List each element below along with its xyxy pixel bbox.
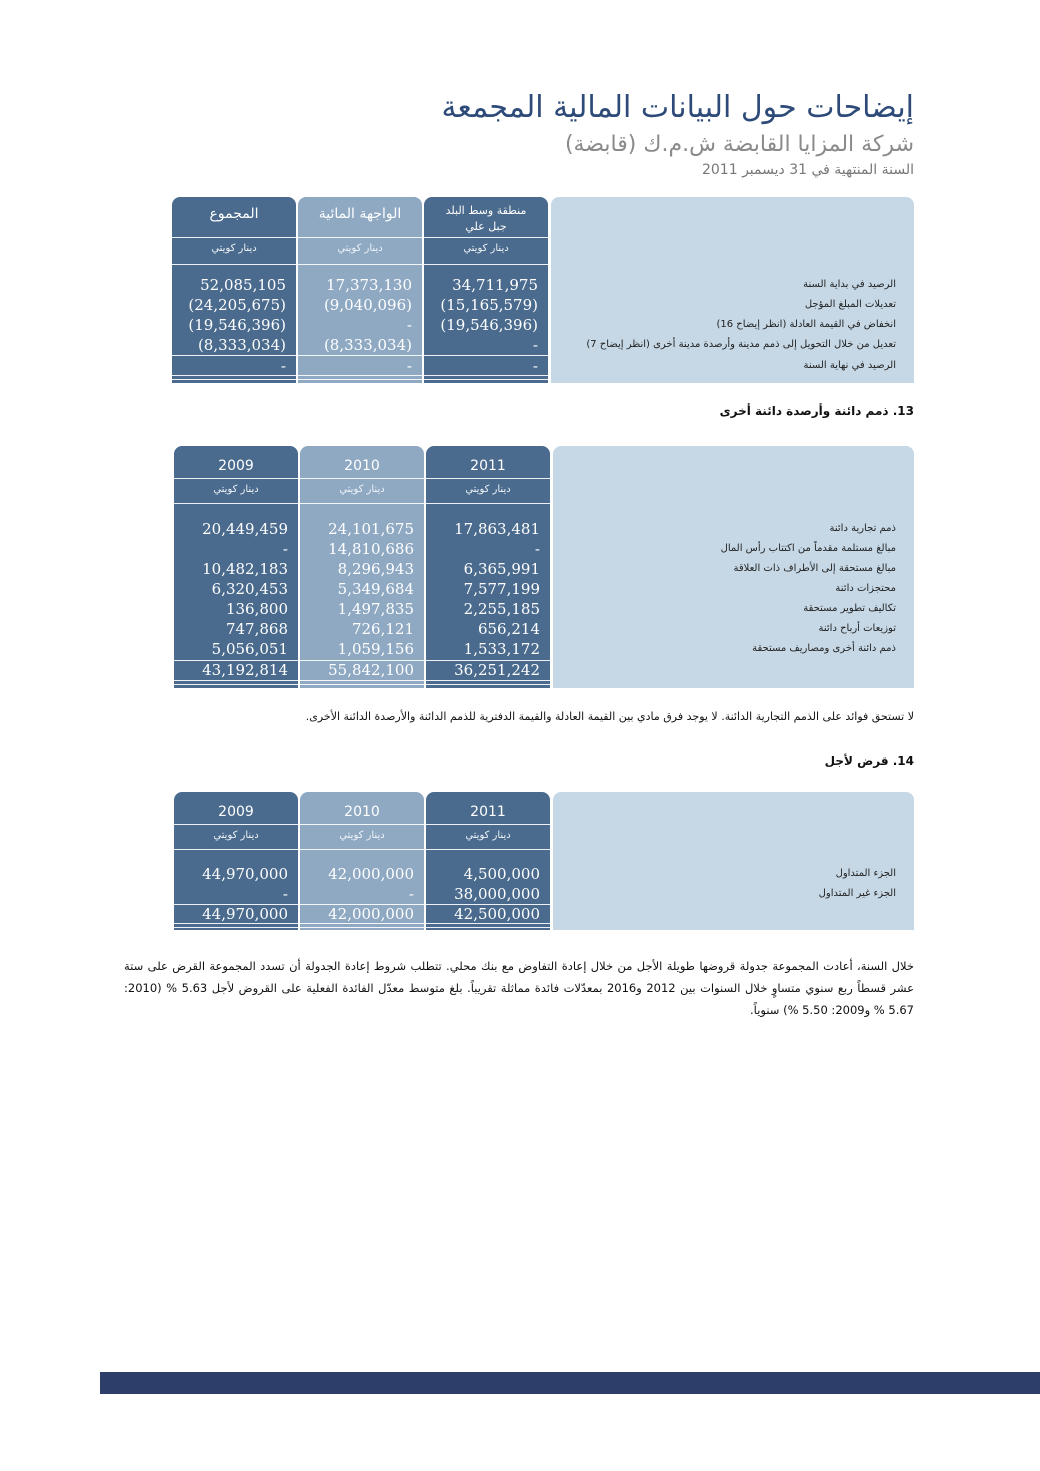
row-label: ذمم دائنة أخرى ومصاريف مستحقة bbox=[752, 643, 896, 654]
cell: 8,296,943 bbox=[337, 560, 414, 578]
total-cell: 42,000,000 bbox=[328, 905, 414, 923]
row-label: الرصيد في نهاية السنة bbox=[803, 360, 896, 371]
cell: (8,333,034) bbox=[323, 336, 412, 354]
divider bbox=[174, 684, 298, 685]
cell: 17,373,130 bbox=[326, 276, 412, 294]
divider bbox=[300, 824, 424, 825]
col-2009 bbox=[174, 792, 298, 930]
divider bbox=[172, 237, 296, 238]
unit-label: دينار كويتي bbox=[337, 243, 383, 254]
divider bbox=[298, 355, 422, 356]
cell: - bbox=[406, 357, 412, 375]
cell: - bbox=[282, 540, 288, 558]
label-panel bbox=[551, 197, 914, 383]
divider bbox=[298, 375, 422, 376]
divider bbox=[300, 684, 424, 685]
cell: 17,863,481 bbox=[454, 520, 540, 538]
cell: 2,255,185 bbox=[463, 600, 540, 618]
cell: (15,165,579) bbox=[440, 296, 538, 314]
cell: - bbox=[408, 885, 414, 903]
col-2009 bbox=[174, 446, 298, 688]
cell: 1,533,172 bbox=[463, 640, 540, 658]
cell: - bbox=[532, 336, 538, 354]
col-2011 bbox=[426, 792, 550, 930]
section-13-title: 13. ذمم دائنة وأرصدة دائنة أخرى bbox=[719, 404, 914, 418]
divider bbox=[426, 849, 550, 850]
divider bbox=[426, 478, 550, 479]
row-label: مبالغ مستحقة إلى الأطراف ذات العلاقة bbox=[733, 563, 896, 574]
divider bbox=[174, 824, 298, 825]
cell: 747,868 bbox=[225, 620, 288, 638]
unit-label: دينار كويتي bbox=[463, 243, 509, 254]
page-title: إيضاحات حول البيانات المالية المجمعة bbox=[441, 90, 914, 125]
col-header: 2011 bbox=[470, 804, 506, 820]
divider bbox=[172, 355, 296, 356]
movement-table bbox=[172, 197, 914, 383]
divider bbox=[300, 923, 424, 924]
term-loan-table bbox=[174, 792, 914, 930]
col-2011 bbox=[426, 446, 550, 688]
divider bbox=[426, 923, 550, 924]
cell: (19,546,396) bbox=[188, 316, 286, 334]
divider bbox=[174, 503, 298, 504]
divider bbox=[424, 375, 548, 376]
row-label: تعديلات المبلغ المؤجل bbox=[804, 299, 896, 310]
cell: - bbox=[532, 357, 538, 375]
cell: 38,000,000 bbox=[454, 885, 540, 903]
divider bbox=[174, 849, 298, 850]
period-label: السنة المنتهية في 31 ديسمبر 2011 bbox=[701, 162, 914, 178]
col-header: 2011 bbox=[470, 458, 506, 474]
divider bbox=[424, 264, 548, 265]
row-label: توزيعات أرباح دائنة bbox=[818, 623, 896, 634]
cell: 1,497,835 bbox=[337, 600, 414, 618]
cell: 10,482,183 bbox=[202, 560, 288, 578]
cell: 5,349,684 bbox=[337, 580, 414, 598]
cell: 44,970,000 bbox=[202, 865, 288, 883]
cell: - bbox=[406, 316, 412, 334]
unit-label: دينار كويتي bbox=[339, 484, 385, 495]
divider bbox=[298, 264, 422, 265]
divider bbox=[300, 478, 424, 479]
divider bbox=[426, 503, 550, 504]
divider bbox=[298, 237, 422, 238]
row-label: الرصيد في بداية السنة bbox=[803, 279, 896, 290]
section-13-note: لا تستحق فوائد على الذمم التجارية الدائنة. لا يوجد فرق مادي بين القيمة العادلة والقيمة الدفترية للذمم الدائنة والأرصدة الدائنة الأخرى. bbox=[305, 710, 914, 723]
divider bbox=[172, 375, 296, 376]
col-header: منطقة وسط البلد جبل علي bbox=[445, 204, 527, 233]
unit-label: دينار كويتي bbox=[213, 830, 259, 841]
cell: 20,449,459 bbox=[202, 520, 288, 538]
label-panel bbox=[553, 446, 914, 688]
company-name: شركة المزايا القابضة ش.م.ك (قابضة) bbox=[564, 132, 914, 157]
cell: 6,320,453 bbox=[211, 580, 288, 598]
cell: 136,800 bbox=[225, 600, 288, 618]
col-header: 2010 bbox=[344, 458, 380, 474]
cell: (8,333,034) bbox=[197, 336, 286, 354]
cell: 14,810,686 bbox=[328, 540, 414, 558]
divider bbox=[300, 849, 424, 850]
divider bbox=[424, 237, 548, 238]
col-2010 bbox=[300, 446, 424, 688]
unit-label: دينار كويتي bbox=[213, 484, 259, 495]
cell: (19,546,396) bbox=[440, 316, 538, 334]
row-label: مبالغ مستلمة مقدماً من اكتتاب رأس المال bbox=[720, 543, 896, 554]
cell: 42,000,000 bbox=[328, 865, 414, 883]
cell: 5,056,051 bbox=[211, 640, 288, 658]
footer-bar bbox=[100, 1372, 1040, 1394]
divider bbox=[174, 680, 298, 681]
cell: 4,500,000 bbox=[463, 865, 540, 883]
total-cell: 36,251,242 bbox=[454, 661, 540, 679]
col-header: 2009 bbox=[218, 804, 254, 820]
divider bbox=[172, 379, 296, 380]
divider bbox=[426, 684, 550, 685]
row-label: تعديل من خلال التحويل إلى ذمم مدينة وأرصدة مدينة أخرى (انظر إيضاح 7) bbox=[586, 339, 896, 350]
divider bbox=[174, 478, 298, 479]
payables-table bbox=[174, 446, 914, 688]
unit-label: دينار كويتي bbox=[211, 243, 257, 254]
cell: - bbox=[282, 885, 288, 903]
divider bbox=[300, 927, 424, 928]
col-downtown bbox=[424, 197, 548, 383]
divider bbox=[426, 824, 550, 825]
total-cell: 44,970,000 bbox=[202, 905, 288, 923]
total-cell: 42,500,000 bbox=[454, 905, 540, 923]
col-header: 2010 bbox=[344, 804, 380, 820]
divider bbox=[172, 264, 296, 265]
divider bbox=[424, 379, 548, 380]
total-cell: 55,842,100 bbox=[328, 661, 414, 679]
unit-label: دينار كويتي bbox=[465, 830, 511, 841]
unit-label: دينار كويتي bbox=[465, 484, 511, 495]
row-label: انخفاض في القيمة العادلة (انظر إيضاح 16) bbox=[716, 319, 896, 330]
cell: 1,059,156 bbox=[337, 640, 414, 658]
divider bbox=[298, 379, 422, 380]
col-total bbox=[172, 197, 296, 383]
divider bbox=[426, 680, 550, 681]
row-label: تكاليف تطوير مستحقة bbox=[803, 603, 896, 614]
cell: 726,121 bbox=[351, 620, 414, 638]
divider bbox=[174, 927, 298, 928]
divider bbox=[300, 680, 424, 681]
col-2010 bbox=[300, 792, 424, 930]
cell: 34,711,975 bbox=[452, 276, 538, 294]
unit-label: دينار كويتي bbox=[339, 830, 385, 841]
section-14-title: 14. قرض لأجل bbox=[824, 754, 914, 768]
divider bbox=[424, 355, 548, 356]
cell: 52,085,105 bbox=[200, 276, 286, 294]
col-waterfront bbox=[298, 197, 422, 383]
total-cell: 43,192,814 bbox=[202, 661, 288, 679]
divider bbox=[300, 503, 424, 504]
cell: (9,040,096) bbox=[323, 296, 412, 314]
col-header: الواجهة المائية bbox=[318, 206, 402, 222]
row-label: ذمم تجارية دائنة bbox=[829, 523, 896, 534]
cell: 24,101,675 bbox=[328, 520, 414, 538]
col-header: المجموع bbox=[209, 206, 259, 222]
cell: 6,365,991 bbox=[463, 560, 540, 578]
cell: 656,214 bbox=[477, 620, 540, 638]
cell: 7,577,199 bbox=[463, 580, 540, 598]
divider bbox=[174, 923, 298, 924]
cell: (24,205,675) bbox=[188, 296, 286, 314]
row-label: الجزء غير المتداول bbox=[818, 888, 896, 899]
cell: - bbox=[280, 357, 286, 375]
row-label: الجزء المتداول bbox=[835, 868, 896, 879]
cell: - bbox=[534, 540, 540, 558]
row-label: محتجزات دائنة bbox=[835, 583, 896, 594]
label-panel bbox=[553, 792, 914, 930]
col-header: 2009 bbox=[218, 458, 254, 474]
divider bbox=[426, 927, 550, 928]
section-14-paragraph: خلال السنة، أعادت المجموعة جدولة قروضها طويلة الأجل من خلال إعادة التفاوض مع بنك محلي. تتطلب شروط إعادة الجدولة أن تسدد المجموعة القرض على ستة عشر قسطاً ربع سنوي متساوٍ خلال السنوات بين 2012 و2016 بمعدّلات فائدة مماثلة تقريباً. بلغ متوسط معدّل الفائدة الفعلية على القروض لأجل 5.63 % (2010: 5.67 % و2009: 5.50 %) سنوياً. bbox=[124, 959, 914, 1017]
